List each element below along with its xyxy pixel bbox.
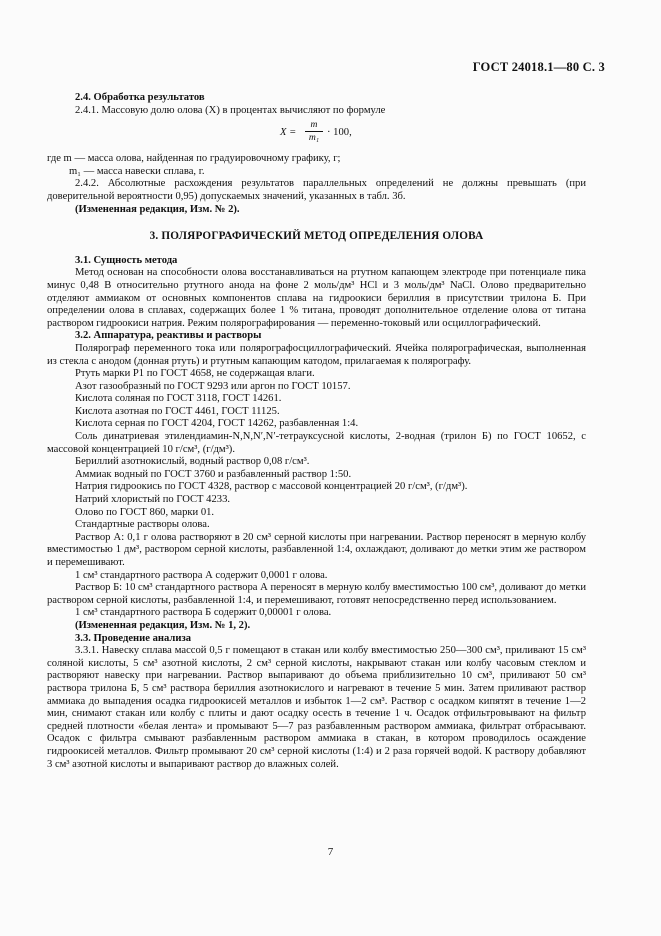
section-3-1-title: 3.1. Сущность метода: [75, 254, 178, 266]
list-item: Кислота азотная по ГОСТ 4461, ГОСТ 11125.: [75, 405, 280, 417]
paragraph-2-4-1: 2.4.1. Массовую долю олова (X) в процентах вычисляют по формуле: [75, 104, 386, 116]
list-item: Олово по ГОСТ 860, марки 01.: [75, 506, 215, 518]
paragraph-2-4-2: 2.4.2. Абсолютные расхождения результатов параллельных определений не должны превышать (при доверительной вероятности 0,95) допускаемых значений, указанных в табл. 3б.: [47, 178, 586, 202]
section-3-3-title: 3.3. Проведение анализа: [75, 632, 191, 644]
formula-numerator: m: [305, 119, 323, 132]
formula-lhs: X =: [280, 127, 297, 139]
where-m: где m — масса олова, найденная по градуировочному графику, г;: [47, 153, 341, 165]
section-3-title: 3. ПОЛЯРОГРАФИЧЕСКИЙ МЕТОД ОПРЕДЕЛЕНИЯ ОЛОВА: [149, 230, 484, 243]
list-item: Ртуть марки Р1 по ГОСТ 4658, не содержащая влаги.: [75, 368, 315, 380]
list-item: Раствор Б: 10 см³ стандартного раствора А переносят в мерную колбу вместимостью 100 см³, доливают до метки раствором серной кислоты, разбавленной 1:4, и перемешивают, готовят непосредственно перед использованием.: [47, 582, 586, 606]
amendment-note-2: (Измененная редакция, Изм. № 2).: [75, 203, 240, 215]
list-item: Кислота соляная по ГОСТ 3118, ГОСТ 14261.: [75, 393, 282, 405]
page-header: ГОСТ 24018.1—80 С. 3: [472, 60, 605, 74]
list-item: Натрий хлористый по ГОСТ 4233.: [75, 494, 231, 506]
list-item: Полярограф переменного тока или полярографосциллографический. Ячейка полярографическая, выполненная из стекла с анодом (донная ртуть) и ртутным капающим катодом, прилагаемая к полярографу.: [47, 342, 586, 367]
amendment-note-1-2: (Измененная редакция, Изм. № 1, 2).: [75, 619, 251, 631]
page-number: 7: [327, 846, 334, 858]
reagents-list: [47, 343, 586, 620]
list-item: 1 см³ стандартного раствора А содержит 0,0001 г олова.: [75, 569, 328, 581]
section-3-2-title: 3.2. Аппаратура, реактивы и растворы: [75, 330, 262, 342]
formula-denominator: m₁: [308, 132, 320, 144]
list-item: Натрия гидроокись по ГОСТ 4328, раствор с массовой концентрацией 20 г/см³, (г/дм³).: [75, 481, 468, 493]
section-2-4-title: 2.4. Обработка результатов: [75, 92, 205, 103]
list-item: Соль динатриевая этилендиамин-N,N,N′,N′-тетрауксусной кислоты, 2-водная (трилон Б) по ГОСТ 10652, с массовой концентрацией 10 г/см³, (г/дм³).: [47, 431, 586, 455]
list-item: Бериллий азотнокислый, водный раствор 0,08 г/см³.: [75, 456, 310, 468]
list-item: Аммиак водный по ГОСТ 3760 и разбавленный раствор 1:50.: [75, 468, 352, 480]
page-content: [47, 92, 586, 771]
formula: [47, 119, 586, 149]
formula-rhs: · 100,: [327, 127, 352, 139]
paragraph-3-3-1: 3.3.1. Навеску сплава массой 0,5 г помещают в стакан или колбу вместимостью 250—300 см³, приливают 15 см³ соляной кислоты, 5 см³ азотной кислоты, 2 см³ серной кислоты, накрывают стакан или колбу часовым стеклом и растворяют навеску при нагревании. Раствор выпаривают до объема приблизительно 10 см³, приливают 50 см³ раствора трилона Б, 5 см³ раствора бериллия азотнокислого и нагревают в течение 5 мин. Затем приливают раствор аммиака до выпадения осадка гидроокисей металлов и избыток 1—2 см³. Раствор с осадком кипятят в течение 1—2 мин, снимают стакан или колбу с плиты и дают осадку осесть в течение 1 ч. Осадок отфильтровывают на фильтр средней плотности «белая лента» и промывают 5—7 раз разбавленным раствором аммиака, фильтрат отбрасывают. Осадок с фильтра смывают разбавленным раствором аммиака в стакан, в котором проводилось осаждение гидроокисей металлов. Фильтр промывают 20 см³ серной кислоты (1:4) и 2 раза горячей водой. К раствору добавляют 3 см³ азотной кислоты и выпаривают раствор до влажных солей.: [47, 645, 586, 770]
list-item: Кислота серная по ГОСТ 4204, ГОСТ 14262, разбавленная 1:4.: [75, 418, 359, 430]
list-item: 1 см³ стандартного раствора Б содержит 0,00001 г олова.: [75, 607, 332, 619]
list-item: Раствор А: 0,1 г олова растворяют в 20 см³ серной кислоты при нагревании. Раствор переносят в мерную колбу вместимостью 1 дм³, раствором серной кислоты, разбавленной 1:4, охлаждают, доливают до метки этим же раствором и перемешивают.: [47, 531, 586, 568]
where-m1: m₁ — масса навески сплава, г.: [69, 165, 205, 177]
formula-fraction: [305, 119, 323, 143]
list-item: Азот газообразный по ГОСТ 9293 или аргон по ГОСТ 10157.: [75, 380, 351, 392]
section-3-1-text: Метод основан на способности олова восстанавливаться на ртутном капающем электроде при потенциале пика минус 0,48 В относительно ртутного анода на фоне 2 моль/дм³ HCl и 3 моль/дм³ NaCl. Олово предварительно отделяют аммиаком от основных компонентов сплава на гидроокиси бериллия в присутствии трилона Б. При определении олова в сплавах, содержащих более 1 % титана, проводят дополнительное отделение олова от титана раствором гидроокиси натрия. Режим полярографирования — переменно-токовый или осциллографический.: [47, 267, 586, 329]
list-item: Стандартные растворы олова.: [75, 519, 210, 531]
